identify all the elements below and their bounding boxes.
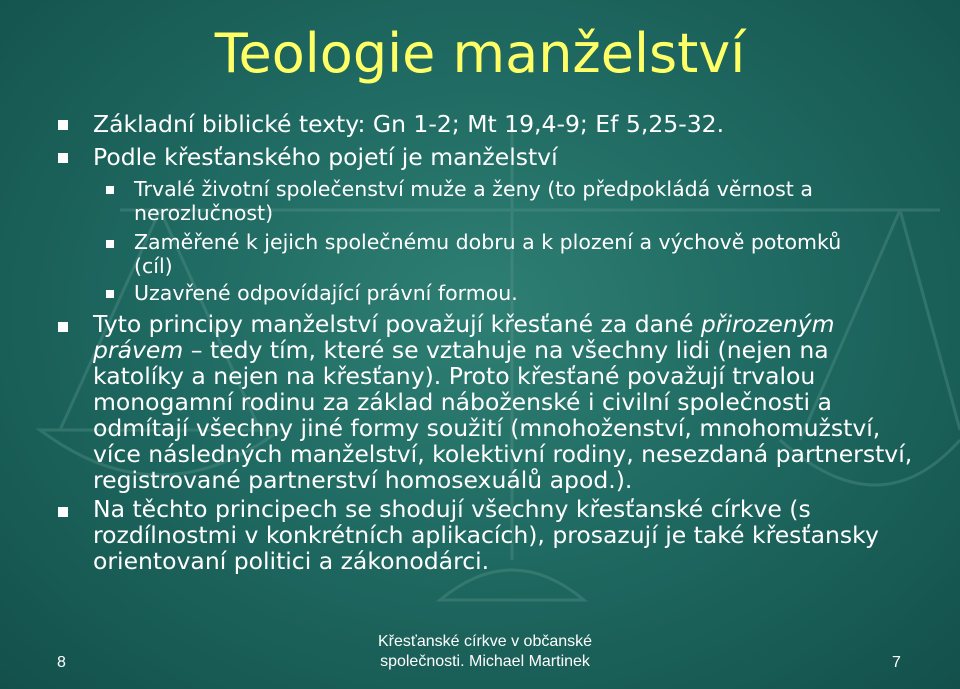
sub-bullet-marker [106,186,114,194]
sub-bullet-text: Uzavřené odpovídající právní formou. [134,281,518,305]
bullet-marker [58,153,68,163]
bullet-text-part: Tyto principy manželství považují křesťané za dané [93,310,701,338]
bullet-text [93,310,835,338]
bullet-text: Na těchto principech se shodují všechny křesťanské církve (s [93,495,811,523]
bullet-text: katolíky a nejen na křesťany). Proto křesťané považují trvalou [93,362,816,390]
bullet-marker [58,120,68,130]
footer-caption-line: Křesťanské církve v občanské [377,633,593,650]
bullet-text: odmítají všechny jiné formy soužití (mnohoženství, mnohomužství, [93,414,881,442]
sub-bullet-text: Zaměřené k jejich společnému dobru a k plození a výchově potomků [134,230,842,254]
footer-caption-line: společnosti. Michael Martinek [380,653,590,670]
sub-bullet-text: Trvalé životní společenství muže a ženy (to předpokládá věrnost a [134,177,813,201]
bullet-text-italic: právem [93,336,184,364]
bullet-text: Podle křesťanského pojetí je manželství [93,143,558,171]
bullet-text: orientovaní politici a zákonodárci. [93,547,490,575]
bullet-text: rozdílnostmi v konkrétních aplikacích), prosazují je také křesťansky [93,521,879,549]
footer-page-number: 7 [892,654,901,671]
footer-caption [360,632,610,672]
footer-left-number: 8 [57,654,66,671]
sub-bullet-text: nerozlučnost) [134,201,274,225]
slide-title: Teologie manželství [214,22,746,85]
bullet-text: více následných manželství, kolektivní rodiny, nesezdaná partnerství, [93,440,913,468]
bullet-text-part: – tedy tím, které se vztahuje na všechny lidi (nejen na [183,336,829,364]
bullet-marker [58,322,68,332]
sub-bullet-marker [106,290,114,298]
sub-bullet-marker [106,240,114,248]
bullet-text [93,336,829,364]
bullet-marker [58,507,68,517]
bullet-text: registrované partnerství homosexuálů apod.). [93,466,633,494]
sub-bullet-text: (cíl) [134,254,173,278]
bullet-text: monogamní rodinu za základ náboženské i civilní společnosti a [93,388,832,416]
bullet-text-italic: přirozeným [700,310,835,338]
bullet-text: Základní biblické texty: Gn 1-2; Mt 19,4-9; Ef 5,25-32. [93,110,725,138]
